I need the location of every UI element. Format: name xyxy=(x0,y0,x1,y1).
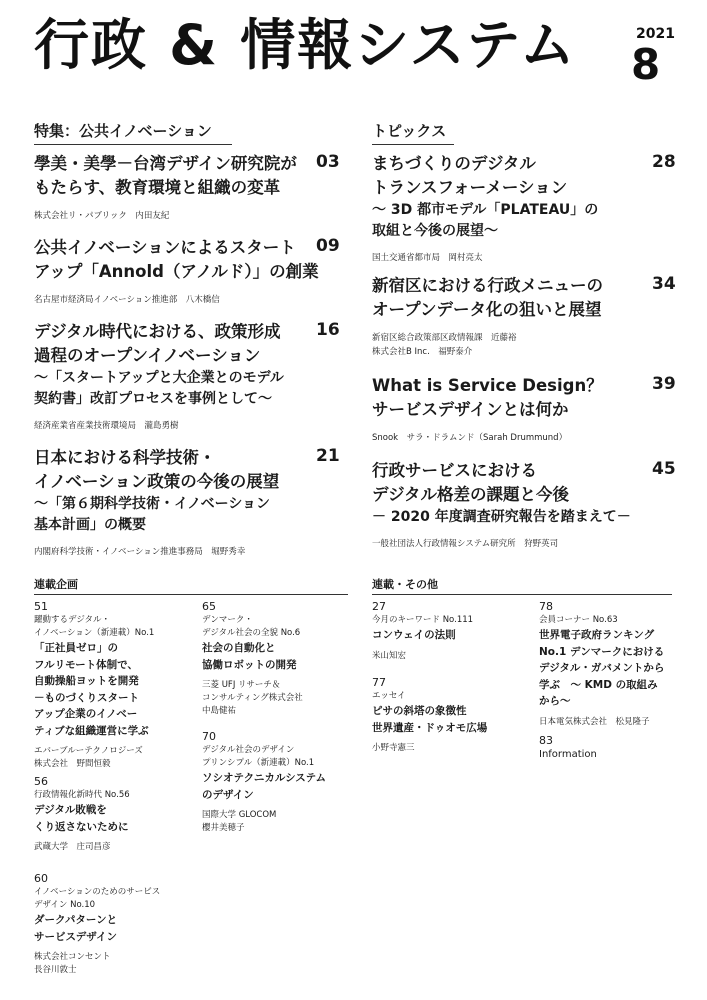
article-author: 経済産業省産業技術環境局 瀧島勇樹 xyxy=(34,421,179,431)
serial-author-line: 三菱 UFJ リサーチ＆ xyxy=(202,680,281,690)
serial-page-number: 51 xyxy=(34,600,48,613)
others-heading: 連載・その他 xyxy=(372,576,672,595)
others-title-line: コンウェイの法則 xyxy=(372,629,456,641)
serial-author-line: 株式会社コンセント xyxy=(34,952,111,962)
serial-title-line: デジタル敗戦を xyxy=(34,804,107,816)
article-title-line: トランスフォーメーション xyxy=(372,178,568,197)
article-author: 国土交通省都市局 岡村亮太 xyxy=(372,253,483,263)
serial-series-line: プリンシプル（新連載）No.1 xyxy=(202,758,315,768)
serial-item-56 xyxy=(34,775,194,854)
article-title-line: もたらす、教育環境と組織の変革 xyxy=(34,178,281,197)
others-series-line: Information xyxy=(539,749,597,760)
article-page-number: 09 xyxy=(316,236,340,256)
topics-article-4 xyxy=(372,459,631,551)
article-title-line: 公共イノベーションによるスタート xyxy=(34,238,296,257)
serial-series-line: イノベーション（新連載）No.1 xyxy=(34,628,155,638)
feature-article-2 xyxy=(34,236,319,307)
others-series-line: 今月のキーワード No.111 xyxy=(372,615,474,625)
issue-number: 8 xyxy=(631,40,661,89)
article-author: 株式会社B Inc. 福野泰介 xyxy=(372,347,473,357)
feature-heading: 特集：公共イノベーション xyxy=(34,120,232,145)
article-subtitle-line: 取組と今後の展望～ xyxy=(372,223,498,239)
others-title-line: No.1 デンマークにおける xyxy=(539,645,665,658)
others-series-line: 会員コーナー No.63 xyxy=(539,615,618,625)
article-page-number: 34 xyxy=(652,274,676,294)
serial-author-line: 株式会社 野間恒毅 xyxy=(34,759,111,769)
others-item-78 xyxy=(539,600,699,729)
serial-series-line: デジタル社会の全貌 No.6 xyxy=(202,628,301,638)
article-subtitle-line: ～ 3D 都市モデル「PLATEAU」の xyxy=(372,202,599,218)
article-author: Snook サラ・ドラムンド（Sarah Drummund） xyxy=(372,433,568,443)
article-title-line: 新宿区における行政メニューの xyxy=(372,276,603,295)
article-page-number: 45 xyxy=(652,459,676,479)
serial-item-65 xyxy=(202,600,362,718)
others-title-line: 学ぶ ～ KMD の取組み xyxy=(539,678,658,691)
serial-title-line: ティブな組織運営に学ぶ xyxy=(34,724,149,737)
topics-article-1 xyxy=(372,152,598,265)
article-title-line: アップ「Annold（アノルド）」の創業 xyxy=(34,262,319,281)
feature-article-1 xyxy=(34,152,297,223)
serial-author-line: 武蔵大学 庄司昌彦 xyxy=(34,842,111,852)
serial-series-line: 躍動するデジタル・ xyxy=(34,615,110,625)
serial-author-line: 櫻井美穂子 xyxy=(202,823,245,833)
article-title-line: イノベーション政策の今後の展望 xyxy=(34,472,280,491)
serial-title-line: 社会の自動化と xyxy=(202,642,276,654)
article-subtitle-line: 基本計画」の概要 xyxy=(34,517,146,533)
others-page-number: 27 xyxy=(372,600,386,613)
others-item-27 xyxy=(372,600,532,663)
others-title-line: ピサの斜塔の象徴性 xyxy=(372,705,467,717)
article-page-number: 21 xyxy=(316,446,340,466)
serial-title-line: サービスデザイン xyxy=(34,930,118,943)
others-title-line: デジタル・ガバメントから xyxy=(539,662,665,674)
serial-page-number: 70 xyxy=(202,730,216,743)
article-author: 新宿区総合政策部区政情報課 近藤裕 xyxy=(372,333,517,343)
article-title-line: まちづくりのデジタル xyxy=(372,154,536,173)
others-author-line: 小野寺憲三 xyxy=(372,743,415,753)
feature-article-3 xyxy=(34,320,284,433)
article-title-line: What is Service Design？ xyxy=(372,376,603,395)
others-page-number: 78 xyxy=(539,600,553,613)
serial-title-line: 協働ロボットの開発 xyxy=(202,658,297,671)
serial-series-line: イノベーションのためのサービス xyxy=(34,887,161,897)
article-title-line: サービスデザインとは何か xyxy=(372,400,569,419)
serial-page-number: 60 xyxy=(34,872,48,885)
others-item-77 xyxy=(372,676,532,755)
serial-series-line: デジタル社会のデザイン xyxy=(202,745,295,755)
magazine-title: 行政 & 情報システム xyxy=(34,13,577,77)
serial-title-line: －ものづくりスタート xyxy=(34,691,139,704)
article-author: 内閣府科学技術・イノベーション推進事務局 堀野秀幸 xyxy=(34,547,246,557)
topics-article-3 xyxy=(372,374,603,445)
article-page-number: 16 xyxy=(316,320,340,340)
topics-heading: トピックス xyxy=(372,120,454,145)
article-author: 株式会社リ・パブリック 内田友紀 xyxy=(34,211,170,221)
article-title-line: 日本における科学技術・ xyxy=(34,448,216,467)
serial-heading: 連載企画 xyxy=(34,576,348,595)
serial-item-60 xyxy=(34,872,194,977)
article-title-line: 過程のオープンイノベーション xyxy=(34,346,261,365)
others-author-line: 日本電気株式会社 松見隆子 xyxy=(539,716,650,727)
issue-year: 2021 xyxy=(636,26,675,42)
serial-series-line: デンマーク・ xyxy=(202,615,253,625)
serial-title-line: くり返さないために xyxy=(34,820,129,833)
feature-article-4 xyxy=(34,446,279,559)
article-title-line: デジタル格差の課題と今後 xyxy=(372,485,570,504)
serial-author-line: エバーブルーテクノロジーズ xyxy=(34,746,143,756)
article-page-number: 39 xyxy=(652,374,676,394)
others-title-line: から～ xyxy=(539,695,571,707)
article-page-number: 03 xyxy=(316,152,340,172)
serial-series-line: デザイン No.10 xyxy=(34,900,96,910)
article-page-number: 28 xyxy=(652,152,676,172)
serial-author-line: 国際大学 GLOCOM xyxy=(202,810,277,820)
serial-item-51 xyxy=(34,600,194,771)
article-subtitle-line: － 2020 年度調査研究報告を踏まえて－ xyxy=(372,509,631,525)
serial-author-line: コンサルティング株式会社 xyxy=(202,693,303,703)
others-title-line: 世界電子政府ランキング xyxy=(539,629,655,641)
article-title-line: 學美・美學－台湾デザイン研究院が xyxy=(34,154,297,173)
serial-title-line: 「正社員ゼロ」の xyxy=(34,642,118,654)
article-title-line: オープンデータ化の狙いと展望 xyxy=(372,300,602,319)
others-title-line: 世界遺産・ドゥオモ広場 xyxy=(372,721,488,734)
serial-title-line: のデザイン xyxy=(202,788,254,801)
serial-title-line: ソシオテクニカルシステム xyxy=(202,772,327,784)
serial-title-line: アップ企業のイノベー xyxy=(34,708,138,720)
others-item-83 xyxy=(539,734,699,761)
serial-author-line: 中島健祐 xyxy=(202,706,237,716)
others-series-line: エッセイ xyxy=(372,691,406,701)
topics-article-2 xyxy=(372,274,603,359)
serial-item-70 xyxy=(202,730,362,835)
article-subtitle-line: ～「スタートアップと大企業とのモデル xyxy=(34,370,284,386)
article-author: 一般社団法人行政情報システム研究所 狩野英司 xyxy=(372,539,559,549)
article-subtitle-line: 契約書」改訂プロセスを事例として～ xyxy=(34,391,272,407)
others-page-number: 83 xyxy=(539,734,553,747)
serial-series-line: 行政情報化新時代 No.56 xyxy=(34,790,130,800)
others-page-number: 77 xyxy=(372,676,386,689)
serial-title-line: フルリモート体制で、 xyxy=(34,658,138,671)
serial-page-number: 56 xyxy=(34,775,48,788)
others-author-line: 米山知宏 xyxy=(372,650,407,661)
serial-title-line: ダークパターンと xyxy=(34,914,118,926)
serial-page-number: 65 xyxy=(202,600,216,613)
serial-title-line: 自動操船ヨットを開発 xyxy=(34,675,139,687)
article-title-line: 行政サービスにおける xyxy=(372,461,537,480)
article-title-line: デジタル時代における、政策形成 xyxy=(34,322,281,341)
article-subtitle-line: ～「第６期科学技術・イノベーション xyxy=(34,496,271,512)
article-author: 名古屋市経済局イノベーション推進部 八木橋信 xyxy=(34,295,220,305)
serial-author-line: 長谷川敦士 xyxy=(34,965,77,975)
